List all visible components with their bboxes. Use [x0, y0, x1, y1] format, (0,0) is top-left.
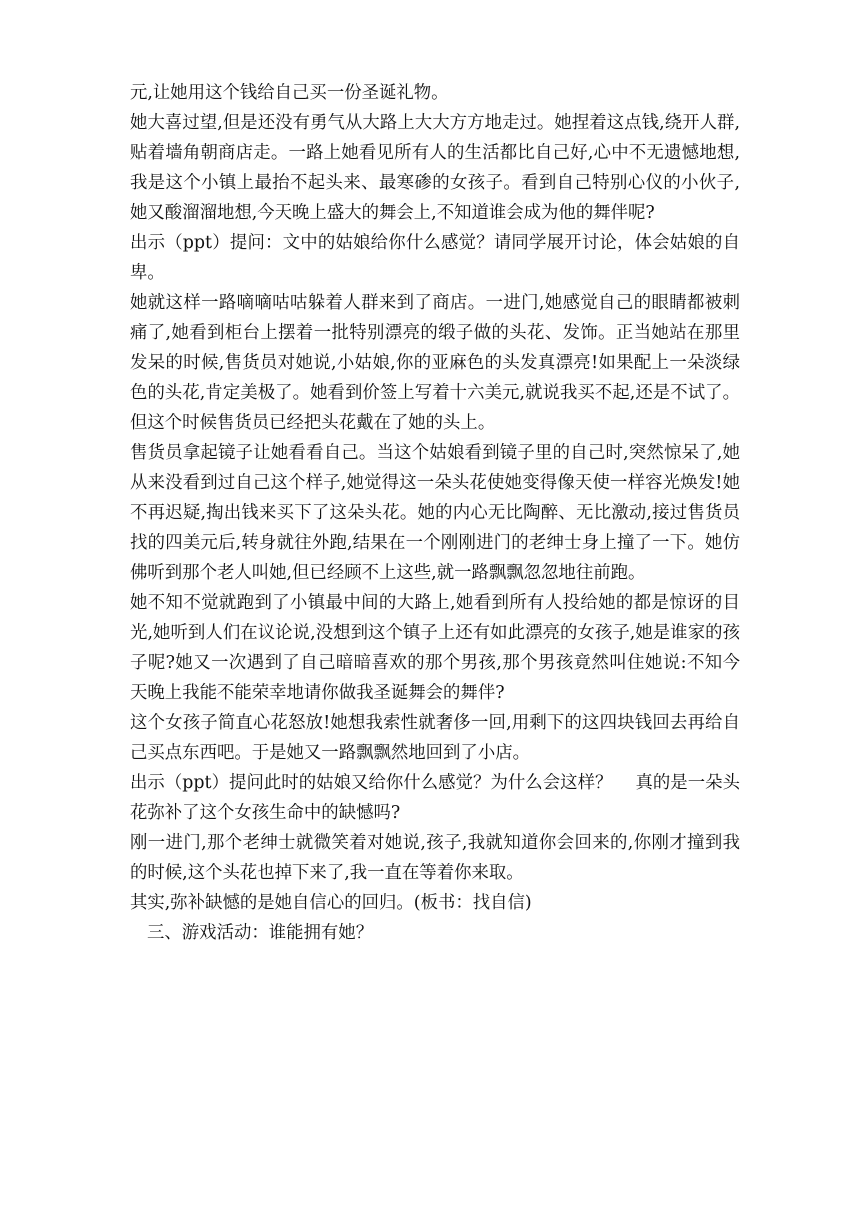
paragraph: 其实,弥补缺憾的是她自信心的回归。(板书：找自信): [130, 893, 532, 913]
paragraph: 这个女孩子简直心花怒放!她想我索性就奢侈一回,用剩下的这四块钱回去再给自己买点东西吧。于是她又一路飘飘然地回到了小店。: [130, 713, 740, 763]
paragraph: 出示（ppt）提问：文中的姑娘给你什么感觉？请同学展开讨论，体会姑娘的自卑。: [130, 233, 740, 283]
paragraph: 她大喜过望,但是还没有勇气从大路上大大方方地走过。她捏着这点钱,绕开人群,贴着墙角朝商店走。一路上她看见所有人的生活都比自己好,心中不无遗憾地想,我是这个小镇上最抬不起头来、最寒碜的女孩子。看到自己特别心仪的小伙子,她又酸溜溜地想,今天晚上盛大的舞会上,不知道谁会成为他的舞伴呢?: [130, 113, 740, 223]
paragraph: 售货员拿起镜子让她看看自己。当这个姑娘看到镜子里的自己时,突然惊呆了,她从来没看到过自己这个样子,她觉得这一朵头花使她变得像天使一样容光焕发!她不再迟疑,掏出钱来买下了这朵头花。她的内心无比陶醉、无比激动,接过售货员找的四美元后,转身就往外跑,结果在一个刚刚进门的老绅士身上撞了一下。她仿佛听到那个老人叫她,但已经顾不上这些,就一路飘飘忽忽地往前跑。: [130, 443, 740, 583]
section-heading: 三、游戏活动：谁能拥有她？: [147, 923, 374, 943]
document-body: [130, 78, 740, 948]
paragraph: 刚一进门,那个老绅士就微笑着对她说,孩子,我就知道你会回来的,你刚才撞到我的时候,这个头花也掉下来了,我一直在等着你来取。: [130, 833, 740, 883]
paragraph: 元,让她用这个钱给自己买一份圣诞礼物。: [130, 83, 449, 103]
paragraph: 她不知不觉就跑到了小镇最中间的大路上,她看到所有人投给她的都是惊讶的目光,她听到人们在议论说,没想到这个镇子上还有如此漂亮的女孩子,她是谁家的孩子呢?她又一次遇到了自己暗暗喜欢的那个男孩,那个男孩竟然叫住她说:不知今天晚上我能不能荣幸地请你做我圣诞舞会的舞伴?: [130, 593, 740, 703]
paragraph: 出示（ppt）提问此时的姑娘又给你什么感觉？为什么会这样？ 真的是一朵头花弥补了这个女孩生命中的缺憾吗?: [130, 773, 740, 823]
paragraph: 她就这样一路嘀嘀咕咕躲着人群来到了商店。一进门,她感觉自己的眼睛都被刺痛了,她看到柜台上摆着一批特别漂亮的缎子做的头花、发饰。正当她站在那里发呆的时候,售货员对她说,小姑娘,你的亚麻色的头发真漂亮!如果配上一朵淡绿色的头花,肯定美极了。她看到价签上写着十六美元,就说我买不起,还是不试了。但这个时候售货员已经把头花戴在了她的头上。: [130, 293, 740, 433]
